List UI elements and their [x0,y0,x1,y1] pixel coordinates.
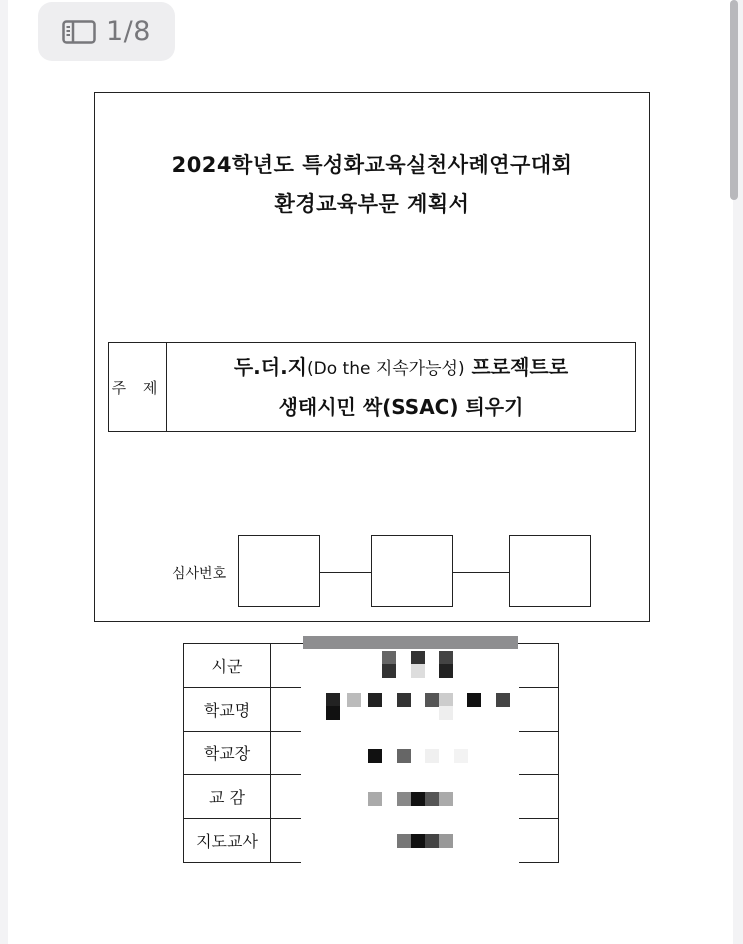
redaction-pixel [326,706,340,720]
cover-subtitle: 환경교육부문 계획서 [274,192,470,216]
row-label: 교 감 [184,775,271,819]
redaction-pixel [411,664,425,678]
redaction-pixel [411,651,425,665]
redaction-pixel [411,792,425,806]
redaction-pixel [397,693,411,707]
page-count: 1/8 [106,16,151,47]
review-box-1 [238,535,320,607]
redaction-pixel [382,651,396,665]
redaction-pixel [439,651,453,665]
redaction-pixel [397,792,411,806]
review-number-label: 심사번호 [172,566,227,582]
redaction-pixel [439,792,453,806]
cover-title: 2024학년도 특성화교육실천사례연구대회 [171,153,573,177]
row-label: 학교명 [184,687,271,731]
topic-label: 주 제 [109,343,167,431]
redaction-pixel [439,834,453,848]
redaction-pixel [382,664,396,678]
redaction-pixel [425,749,439,763]
redaction-pixel [467,693,481,707]
redaction-pixel [368,749,382,763]
topic-bold-a: 두.더.지 [233,355,307,379]
redaction-pixel [368,792,382,806]
row-label: 학교장 [184,731,271,775]
redaction-pixel [425,792,439,806]
redaction-pixel [397,749,411,763]
redaction-pixel [454,749,468,763]
redaction-pixel [425,693,439,707]
review-box-3 [509,535,591,607]
sidebar-toggle-icon [62,20,96,44]
topic-text [167,343,635,431]
redaction-bar [303,636,518,649]
topic-line-2: 생태시민 싹(SSAC) 틔우기 [278,395,524,419]
topic-light: (Do the 지속가능성) [307,359,465,379]
review-box-2 [371,535,453,607]
row-label: 지도교사 [184,819,271,862]
topic-table [108,342,636,432]
redaction-pixel [411,834,425,848]
topic-bold-b: 프로젝트로 [464,355,569,379]
redaction-pixel [347,693,361,707]
topic-line-1 [234,348,568,388]
cover-box [94,92,650,622]
redaction-pixel [326,693,340,707]
redaction-pixel [439,664,453,678]
redaction-pixel [439,693,453,707]
page-indicator-button[interactable] [38,2,175,61]
redaction-pixel [439,706,453,720]
review-connector-1 [320,572,371,573]
redaction-pixel [425,834,439,848]
redaction-pixel [368,693,382,707]
review-connector-2 [453,572,509,573]
redaction-pixel [397,834,411,848]
scrollbar[interactable] [730,0,738,200]
redaction-pixel [496,693,510,707]
row-label: 시군 [184,644,271,687]
